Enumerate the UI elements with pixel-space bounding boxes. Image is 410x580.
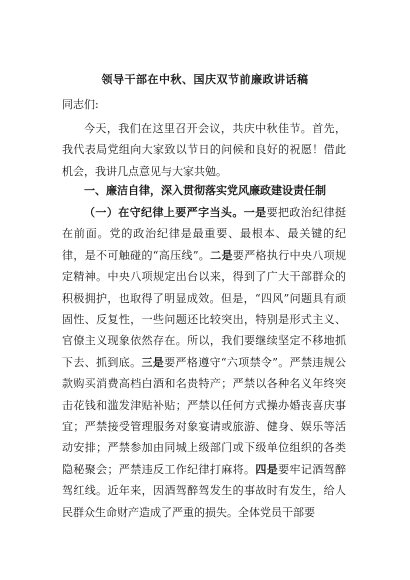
body-paragraph	[62, 202, 346, 523]
salutation: 同志们:	[62, 98, 99, 111]
sub-heading: （一）在守纪律上要严字当头。	[84, 206, 244, 219]
point-two-text: 要严格执行中央八项规定精神。中央八项规定出台以来，得到了广大干部群众的积极拥护，也取得了明显成效。但是，“四风”问题具有顽固性、反复性，一些问题还比较突出，特别是形式主义、官僚主义现象依然存在。所以，我们要继续坚定不移地抓下去、抓到底。	[62, 248, 347, 369]
intro-paragraph: 今天，我们在这里召开会议，共庆中秋佳节。首先，我代表局党组向大家致以节日的问候和良好的祝愿！借此机会，我讲几点意见与大家共勉。	[62, 122, 346, 178]
section-heading: 一、廉洁自律，深入贯彻落实党风廉政建设责任制	[84, 184, 326, 197]
document-title: 领导干部在中秋、国庆双节前廉政讲话稿	[101, 73, 309, 86]
point-four-text: 要牢记酒驾醉驾红线。近年来，因酒驾醉驾发生的事故时有发生，给人民群众生命财产造成了严重的损失。全体党员干部要	[62, 462, 346, 519]
point-three-lead: 三是	[141, 355, 165, 369]
point-four-lead: 四是	[255, 462, 279, 476]
point-one-text: 要把政治纪律挺在前面。党的政治纪律是最重要、最根本、最关键的纪律，是不可触碰的“高压线”。	[62, 206, 347, 262]
point-three-text: 要严格遵守“六项禁令”。严禁违规公款购买消费高档白酒和名贵特产；严禁以各种名义年终突击花钱和滥发津贴补贴；严禁以任何方式操办婚丧喜庆事宜；严禁接受管理服务对象宴请或旅游、健身、娱乐等活动安排；严禁参加由同城上级部门或下级单位组织的各类隐秘聚会；严禁违反工作纪律打麻将。	[62, 355, 347, 476]
point-one-lead: 一是	[243, 206, 267, 219]
point-two-lead: 二是	[210, 248, 233, 262]
